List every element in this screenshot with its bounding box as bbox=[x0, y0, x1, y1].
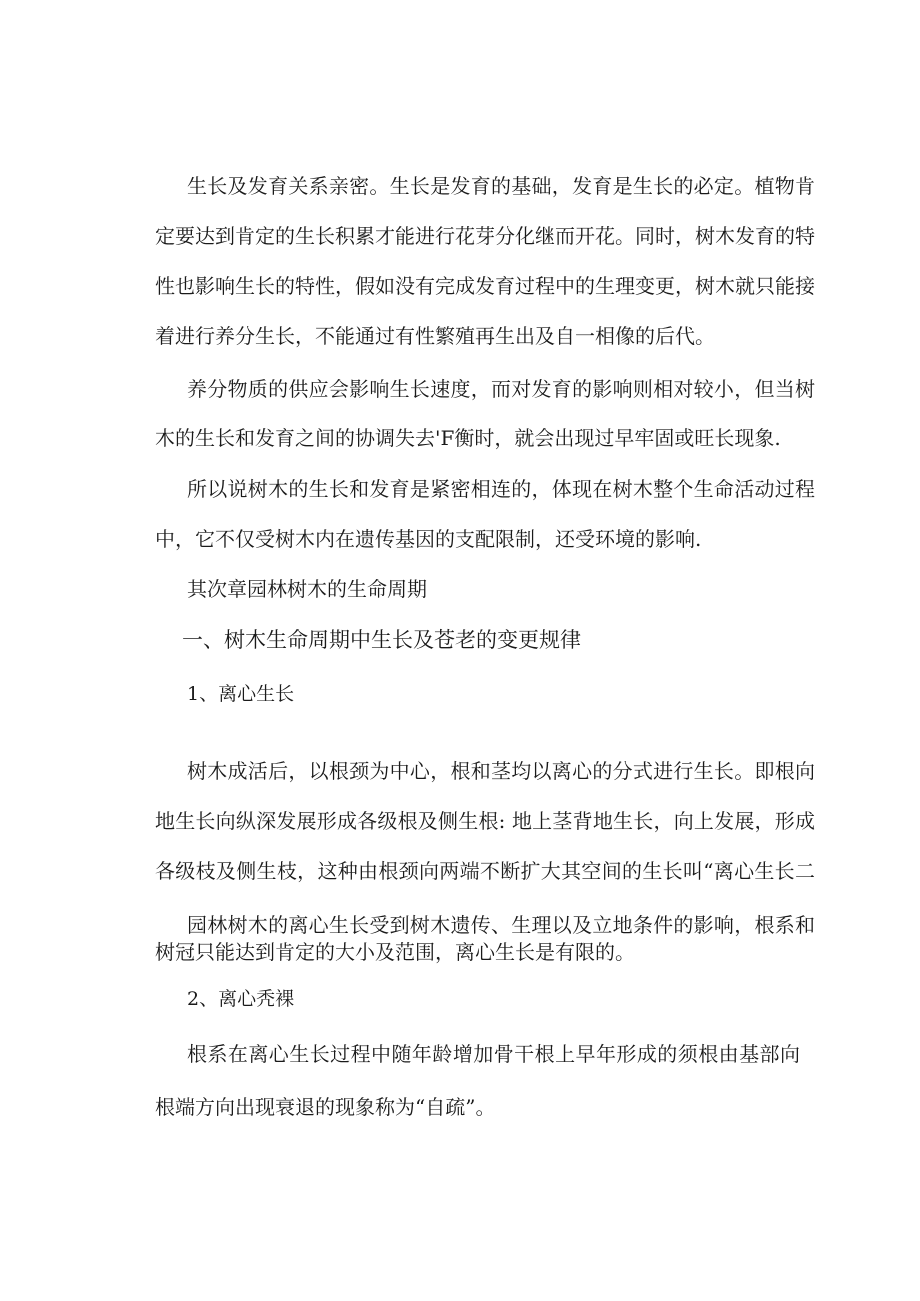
paragraph-3-line-2: 中，它不仅受树木内在遗传基因的支配限制，还受环境的影响. bbox=[155, 527, 702, 551]
paragraph-2-line-1: 养分物质的供应会影响生长速度，而对发育的影响则相对较小，但当树 bbox=[187, 377, 815, 401]
paragraph-5-line-2: 树冠只能达到肯定的大小及范围，离心生长是有限的。 bbox=[155, 940, 635, 964]
paragraph-3-line-1: 所以说树木的生长和发育是紧密相连的，体现在树木整个生命活动过程 bbox=[187, 477, 815, 501]
paragraph-4-line-3: 各级枝及侧生枝，这种由根颈向两端不断扩大其空间的生长叫“离心生长二 bbox=[155, 859, 815, 883]
paragraph-5-line-1: 园林树木的离心生长受到树木遗传、生理以及立地条件的影响，根系和 bbox=[187, 913, 815, 937]
paragraph-1-line-4: 着进行养分生长，不能通过有性繁殖再生出及自一相像的后代。 bbox=[155, 324, 715, 348]
paragraph-4-line-1: 树木成活后，以根颈为中心，根和茎均以离心的分式进行生长。即根向 bbox=[187, 759, 815, 783]
section-title: 一、树木生命周期中生长及苍老的变更规律 bbox=[182, 628, 581, 652]
paragraph-6-line-2: 根端方向出现衰退的现象称为“自疏”。 bbox=[155, 1095, 496, 1119]
paragraph-6-line-1: 根系在离心生长过程中随年龄增加骨干根上早年形成的须根由基部向 bbox=[187, 1042, 800, 1066]
paragraph-1-line-3: 性也影响生长的特性，假如没有完成发育过程中的生理变更，树木就只能接 bbox=[155, 274, 815, 298]
subsection-1-title: 1、离心生长 bbox=[187, 683, 295, 705]
chapter-title: 其次章园林树木的生命周期 bbox=[187, 577, 427, 601]
paragraph-1-line-2: 定要达到肯定的生长积累才能进行花芽分化继而开花。同时，树木发育的特 bbox=[155, 224, 815, 248]
paragraph-1-line-1: 生长及发育关系亲密。生长是发育的基础，发育是生长的必定。植物肯 bbox=[187, 174, 815, 198]
paragraph-2-line-2: 木的生长和发育之间的协调失去'F衡时，就会出现过早牢固或旺长现象. bbox=[155, 426, 781, 450]
paragraph-4-line-2: 地生长向纵深发展形成各级根及侧生根: 地上茎背地生长，向上发展，形成 bbox=[155, 809, 815, 833]
subsection-2-title: 2、离心秃裸 bbox=[187, 988, 295, 1010]
